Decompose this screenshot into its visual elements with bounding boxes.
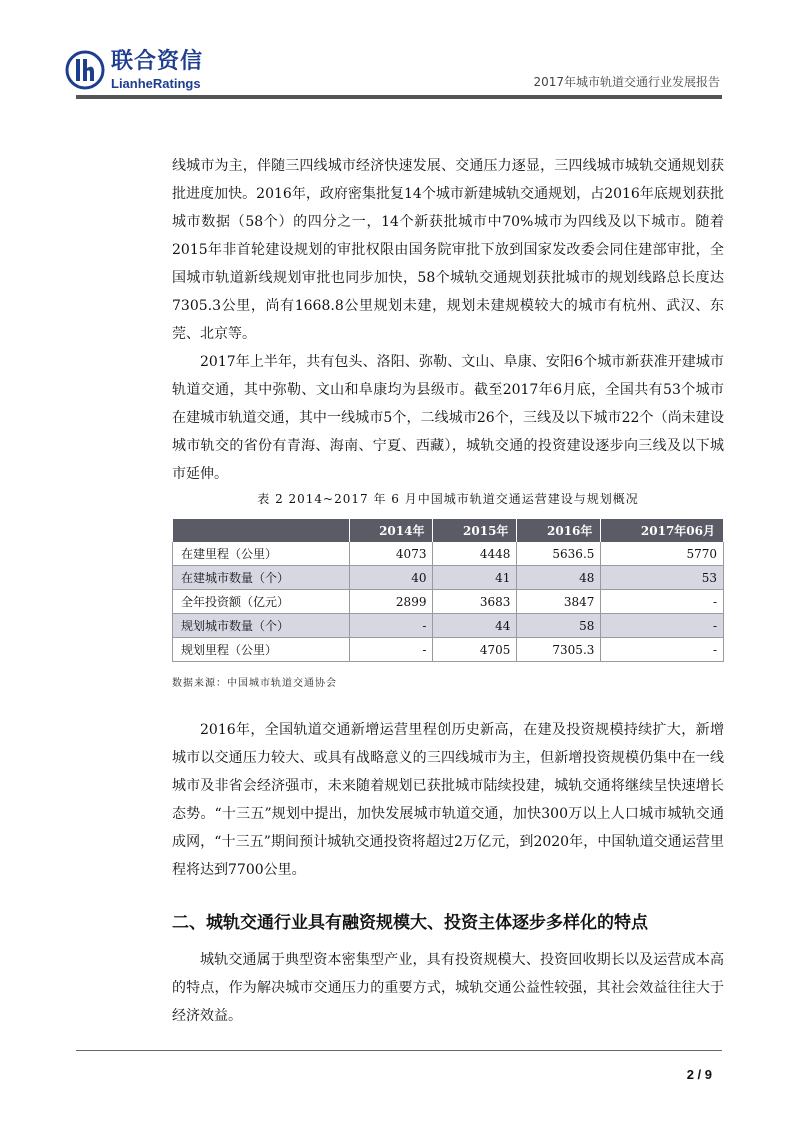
page-number: 2 / 9 <box>686 1067 712 1082</box>
table-cell: 40 <box>349 566 433 590</box>
table-row <box>173 638 724 662</box>
table-cell: 44 <box>433 614 517 638</box>
table-cell: - <box>349 638 433 662</box>
table-row <box>173 614 724 638</box>
table-cell: 规划城市数量（个） <box>173 614 350 638</box>
intro-text <box>172 152 724 488</box>
table-cell: 3847 <box>517 590 601 614</box>
rail-transit-table <box>172 519 724 662</box>
table-header-cell: 2014年 <box>349 519 433 542</box>
table-cell: 48 <box>517 566 601 590</box>
table-cell: 41 <box>433 566 517 590</box>
logo-english-text: LianheRatings <box>111 76 201 91</box>
table-row <box>173 590 724 614</box>
table-cell: 在建里程（公里） <box>173 542 350 566</box>
table-cell: - <box>349 614 433 638</box>
table-cell: 3683 <box>433 590 517 614</box>
paragraph-2: 2017年上半年，共有包头、洛阳、弥勒、文山、阜康、安阳6个城市新获准开建城市轨道交通，其中弥勒、文山和阜康均为县级市。截至2017年6月底，全国共有53个城市在建城市轨道交通，其中一线城市5个，二线城市26个，三线及以下城市22个（尚未建设城市轨交的省份有青海、海南、宁夏、西藏），城轨交通的投资建设逐步向三线及以下城市延伸。 <box>172 354 724 482</box>
outlook-text <box>172 716 724 884</box>
table-row <box>173 542 724 566</box>
section-text <box>172 946 724 1030</box>
table-cell: 4705 <box>433 638 517 662</box>
table-cell: 4073 <box>349 542 433 566</box>
table-cell: 7305.3 <box>517 638 601 662</box>
table-cell: - <box>601 590 724 614</box>
table-header-row <box>173 519 724 542</box>
table-header-cell <box>173 519 350 542</box>
table-cell: 5770 <box>601 542 724 566</box>
table-header-cell: 2015年 <box>433 519 517 542</box>
header-divider <box>76 95 722 99</box>
lianhe-logo-icon <box>65 50 105 90</box>
paragraph-4: 城轨交通属于典型资本密集型产业，具有投资规模大、投资回收期长以及运营成本高的特点，作为解决城市交通压力的重要方式，城轨交通公益性较强，其社会效益往往大于经济效益。 <box>172 952 724 1024</box>
table-header-cell: 2017年06月 <box>601 519 724 542</box>
table-cell: 2899 <box>349 590 433 614</box>
table-cell: 规划里程（公里） <box>173 638 350 662</box>
table-cell: 53 <box>601 566 724 590</box>
table-row <box>173 566 724 590</box>
table-cell: 5636.5 <box>517 542 601 566</box>
section-heading: 二、城轨交通行业具有融资规模大、投资主体逐步多样化的特点 <box>172 913 648 933</box>
table-cell: 58 <box>517 614 601 638</box>
table-cell: - <box>601 638 724 662</box>
report-title: 2017年城市轨道交通行业发展报告 <box>533 75 720 89</box>
table-header-cell: 2016年 <box>517 519 601 542</box>
table-source-note: 数据来源：中国城市轨道交通协会 <box>172 678 337 689</box>
table-cell: 在建城市数量（个） <box>173 566 350 590</box>
footer-divider <box>76 1050 722 1051</box>
paragraph-1: 线城市为主，伴随三四线城市经济快速发展、交通压力逐显，三四线城市城轨交通规划获批进度加快。2016年，政府密集批复14个城市新建城轨交通规划，占2016年底规划获批城市数据（58个）的四分之一，14个新获批城市中70%城市为四线及以下城市。随着2015年非首轮建设规划的审批权限由国务院审批下放到国家发改委会同住建部审批，全国城市轨道新线规划审批也同步加快，58个城轨交通规划获批城市的规划线路总长度达7305.3公里，尚有1668.8公里规划未建，规划未建规模较大的城市有杭州、武汉、东莞、北京等。 <box>172 158 724 342</box>
lianhe-logo <box>65 48 210 98</box>
table-cell: 全年投资额（亿元） <box>173 590 350 614</box>
table-cell: 4448 <box>433 542 517 566</box>
logo-chinese-text: 联合资信 <box>111 49 204 74</box>
table-caption: 表 2 2014~2017 年 6 月中国城市轨道交通运营建设与规划概况 <box>257 492 639 506</box>
table-cell: - <box>601 614 724 638</box>
page-header <box>0 0 800 105</box>
paragraph-3: 2016年，全国轨道交通新增运营里程创历史新高，在建及投资规模持续扩大，新增城市以交通压力较大、或具有战略意义的三四线城市为主，但新增投资规模仍集中在一线城市及非省会经济强市，未来随着规划已获批城市陆续投建，城轨交通将继续呈快速增长态势。“十三五”规划中提出，加快发展城市轨道交通，加快300万以上人口城市城轨交通成网，“十三五”期间预计城轨交通投资将超过2万亿元，到2020年，中国轨道交通运营里程将达到7700公里。 <box>172 722 724 878</box>
